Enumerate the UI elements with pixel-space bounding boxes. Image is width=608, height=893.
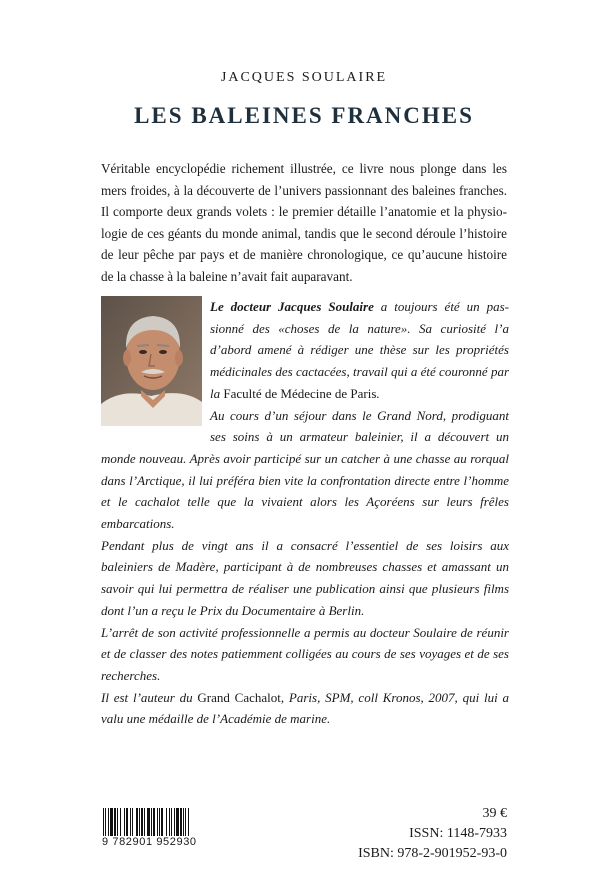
book-title: LES BALEINES FRANCHES (134, 103, 474, 128)
bio-paragraph-5-start: Il est l’auteur du (101, 689, 198, 705)
bio-book-title: Grand Cachalot (197, 689, 281, 705)
bio-lead-name: Le docteur Jacques Soulaire (210, 299, 374, 314)
bio-faculty-name: Faculté de Médecine de Paris (223, 385, 377, 401)
author-photo (101, 296, 202, 426)
price: 39 € (482, 806, 507, 821)
author-name: JACQUES SOULAIRE (220, 70, 388, 85)
book-info (358, 804, 507, 864)
barcode (101, 808, 211, 856)
bio-paragraph-5 (101, 687, 509, 730)
bio-paragraph-2: Au cours d’un séjour dans le Grand Nord, prodiguant ses soins à un armateur baleinier, il a découvert un monde nouveau. Après avoir participé sur un catcher à une chasse au rorqual dans l’Arctique, il lui préféra bien vite la confrontation directe entre l’homme et le cachalot telle que la vivaient alors les Açoréens sur leurs frêles embarcations. (101, 407, 509, 532)
bio-paragraph-1-text: a toujours été un pas-sionné des «choses de la nature». Sa curiosité l’a d’abord amené à rédiger une thèse sur les propriétés médicinales des cactacées, travail qui a été couronné par la (210, 299, 509, 401)
bio-paragraph-3: Pendant plus de vingt ans il a consacré l’essentiel de ses loisirs aux baleiniers de Madère, participant à de nombreuses chasses et amassant un savoir qui lui permettra de réaliser une publication ainsi que plusieurs films dont l’un a reçu le Prix du Documentaire à Berlin. (101, 537, 509, 618)
barcode-digits: 9 782901 952930 (101, 836, 214, 848)
bio-paragraph-1-end: . (376, 385, 380, 401)
issn: ISSN: 1148-7933 (409, 826, 507, 841)
bio-paragraph-5-end: , Paris, SPM, coll Kronos, 2007, qui lui a valu une médaille de l’Académie de marine. (101, 689, 509, 727)
isbn: ISBN: 978-2-901952-93-0 (358, 846, 507, 861)
author-biography (101, 296, 509, 730)
barcode-bars (101, 808, 211, 838)
intro-paragraph: Véritable encyclopédie richement illustrée, ce livre nous plonge dans les mers froides, à la découverte de l’univers passionnant des baleines franches. Il comporte deux grands volets : le premier détaille l’anatomie et la physio-logie de ces géants du monde animal, tandis que le second déroule l’histoire de leur pêche par pays et de manière chronologique, ce qu’aucune histoire de la chasse à la baleine n’avait fait auparavant. (101, 161, 507, 284)
author-portrait-image (101, 296, 202, 426)
bio-paragraph-4: L’arrêt de son activité professionnelle a permis au docteur Soulaire de réunir et de classer des notes patiemment colligées au cours de ses voyages et de ses recherches. (101, 624, 509, 683)
